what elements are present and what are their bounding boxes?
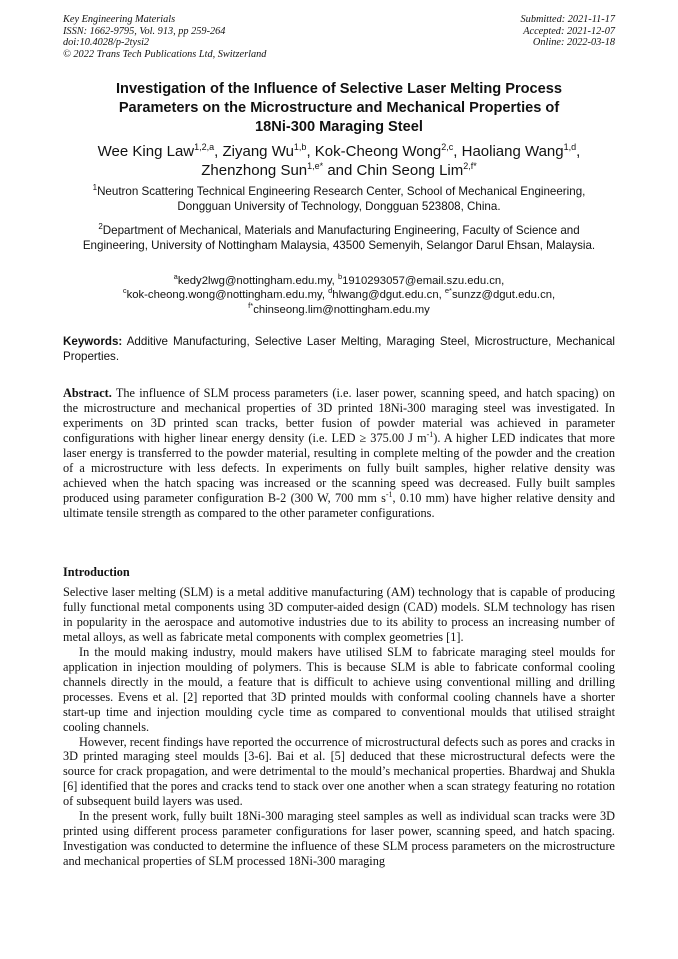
- introduction-body: [63, 585, 615, 869]
- email-mark: f*: [248, 301, 254, 311]
- accepted-date: Accepted: 2021-12-07: [523, 25, 615, 37]
- journal-name: Key Engineering Materials: [63, 14, 176, 25]
- issn: ISSN: 1662-9795, Vol. 913, pp 259-264: [63, 25, 226, 37]
- author-list: [60, 142, 618, 180]
- paragraph: However, recent findings have reported the occurrence of microstructural defects such as pores and cracks in 3D printed maraging steel moulds [3-6]. Bai et al. [5] deduced that these microstructural defects were the source for crack propagation, and were detrimental to the mould’s mechanical properties. Bhardwaj and Shukla [6] identified that the pores and cracks tend to stack over one another when a scan strategy featuring no rotation of subsequent build layers was used.: [63, 734, 615, 809]
- author-separator: ,: [576, 143, 581, 160]
- keywords-label: Keywords:: [63, 335, 123, 348]
- doi: doi:10.4028/p-2tysi2: [63, 37, 150, 49]
- author-separator: ,: [453, 143, 462, 160]
- paragraph: Selective laser melting (SLM) is a metal additive manufacturing (AM) technology that is capable of producing fully functional metal components using 3D computer-aided design (CAD) models. SLM technology has risen in popularity in the aerospace and automotive industries due to its ability to process an increasing number of metal alloys, as well as fabricate metal components with complex geometries [1].: [63, 585, 615, 644]
- email-link[interactable]: 1910293057@email.szu.edu.cn,: [342, 275, 505, 287]
- affiliation-2: [66, 223, 612, 253]
- keywords-block: [63, 334, 615, 364]
- abstract-text: ). A higher LED indicates that more laser energy is transferred to the powder material, resulting in complete melting of the powder and the creation of a microstructure with less defects. In experiments on fully built samples, higher relative density was achieved when the hatch spacing was increased or the scanning speed was decreased. Fully built samples produced using parameter configuration B-2 (300 W, 700 mm s: [63, 430, 615, 505]
- author-name: Chin Seong Lim: [356, 162, 464, 179]
- email-mark: e*: [444, 286, 452, 296]
- section-heading-introduction: Introduction: [63, 565, 130, 579]
- email-link[interactable]: kok-cheong.wong@nottingham.edu.my,: [126, 289, 329, 302]
- paragraph: In the mould making industry, mould makers have utilised SLM to fabricate maraging steel moulds for application in injection moulding of polymers. This is because SLM is able to fabricate conformal cooling channels directly in the mould, a feature that is difficult to achieve using conventional milling and drilling processes. Evens et al. [2] reported that 3D printed moulds with conformal cooling channels have a shorter start-up time and injection moulding cycle time as compared to conventional moulds that utilised straight cooling channels.: [63, 644, 615, 734]
- paper-title: [60, 80, 618, 137]
- email-mark: d: [328, 286, 333, 296]
- affiliation-text: Department of Mechanical, Materials and Manufacturing Engineering, Faculty of Science and Engineering, University of Nottingham Malaysia, 43500 Semenyih, Selangor Darul Ehsan, Malaysia.: [82, 224, 596, 253]
- author-name: Zhenzhong Sun: [201, 162, 308, 179]
- author-affiliation-mark: 2,c: [441, 142, 454, 152]
- author-affiliation-mark: 1,d: [563, 142, 577, 152]
- affiliation-1: [66, 184, 612, 214]
- unit-exponent: -1: [426, 429, 434, 439]
- author-affiliation-mark: 1,e*: [307, 161, 324, 171]
- author-affiliation-mark: 1,2,a: [194, 142, 215, 152]
- abstract-block: [63, 386, 615, 521]
- abstract-label: Abstract.: [63, 386, 112, 400]
- email-link[interactable]: sunzz@dgut.edu.cn,: [451, 289, 556, 302]
- author-name: Wee King Law: [97, 143, 195, 160]
- author-name: Kok-Cheong Wong: [314, 143, 442, 160]
- affiliation-mark: 1: [92, 183, 98, 193]
- author-separator: ,: [214, 143, 223, 160]
- email-link[interactable]: hlwang@dgut.edu.cn,: [332, 289, 445, 302]
- journal-header-left: [63, 14, 266, 60]
- unit-exponent: -1: [385, 489, 393, 499]
- author-name: Ziyang Wu: [222, 143, 294, 160]
- author-name: Haoliang Wang: [461, 143, 564, 160]
- submitted-date: Submitted: 2021-11-17: [520, 14, 615, 25]
- paragraph: In the present work, fully built 18Ni-300 maraging steel samples as well as individual scan tracks were 3D printed using different process parameter configurations for laser power, scanning speed, and hatch spacing. Investigation was conducted to determine the influence of these SLM process parameters on the microstructure and mechanical properties of SLM processed 18Ni-300 maraging: [63, 809, 615, 869]
- journal-header-right: [521, 14, 615, 49]
- title-line: 18Ni-300 Maraging Steel: [255, 119, 423, 135]
- keywords-text: Additive Manufacturing, Selective Laser Melting, Maraging Steel, Microstructure, Mechanical Properties.: [63, 335, 615, 364]
- abstract-text: The influence of SLM process parameters (i.e. laser power, scanning speed, and hatch spacing) on the microstructure and mechanical properties of 3D printed 18Ni-300 maraging steel was investigated. In experiments on 3D printed scan tracks, better fusion of powder material was achieved in parameter configurations with higher linear energy density (i.e. LED ≥ 375.00 J m: [63, 386, 615, 445]
- copyright: © 2022 Trans Tech Publications Ltd, Switzerland: [63, 48, 267, 60]
- affiliation-text: Neutron Scattering Technical Engineering Research Center, School of Mechanical Engineering, Dongguan University of Technology, Dongguan 523808, China.: [97, 185, 586, 214]
- email-mark: c: [122, 286, 127, 296]
- title-line: Investigation of the Influence of Selective Laser Melting Process: [115, 81, 563, 97]
- author-affiliation-mark: 1,b: [293, 142, 307, 152]
- author-separator: and: [323, 162, 357, 179]
- email-link[interactable]: chinseong.lim@nottingham.edu.my: [253, 303, 430, 316]
- email-link[interactable]: kedy2lwg@nottingham.edu.my,: [177, 275, 338, 287]
- author-emails: [66, 274, 612, 317]
- abstract-text: , 0.10 mm) have higher relative density and ultimate tensile strength as compared to the other parameter configurations.: [63, 490, 615, 520]
- affiliation-mark: 2: [98, 222, 103, 232]
- title-line: Parameters on the Microstructure and Mechanical Properties of: [118, 100, 560, 116]
- email-mark: a: [173, 272, 178, 282]
- email-mark: b: [337, 272, 343, 282]
- online-date: Online: 2022-03-18: [532, 37, 615, 49]
- author-affiliation-mark: 2,f*: [463, 161, 477, 171]
- author-separator: ,: [306, 143, 315, 160]
